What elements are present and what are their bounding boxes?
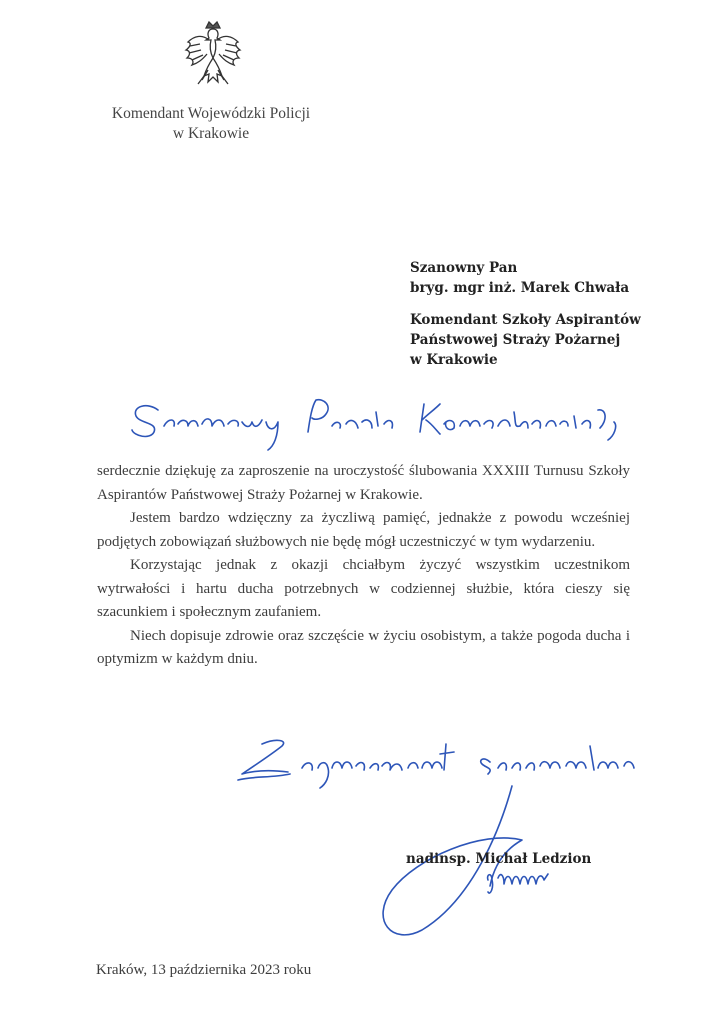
- recipient-title-line3: w Krakowie: [410, 352, 498, 368]
- recipient-greeting: Szanowny Pan: [410, 260, 518, 276]
- recipient-address: [410, 258, 641, 370]
- recipient-title-line1: Komendant Szkoły Aspirantów: [410, 312, 641, 328]
- white-eagle-emblem-icon: [182, 20, 244, 90]
- recipient-name: bryg. mgr inż. Marek Chwała: [410, 280, 630, 296]
- place-and-date: Kraków, 13 października 2023 roku: [96, 962, 312, 978]
- paragraph-1: serdecznie dziękuję za zaproszenie na uroczystość ślubowania XXXIII Turnusu Szkoły Aspirantów Państwowej Straży Pożarnej w Krakowie.: [97, 463, 630, 503]
- sender-title: Komendant Wojewódzki Policji: [111, 105, 311, 122]
- sender-block: [96, 104, 326, 144]
- letter-body: [97, 460, 630, 672]
- recipient-title-line2: Państwowej Straży Pożarnej: [410, 332, 621, 348]
- paragraph-4: Niech dopisuje zdrowie oraz szczęście w życiu osobistym, a także pogoda ducha i optymizm w każdym dniu.: [97, 627, 630, 667]
- signatory-name: nadinsp. Michał Ledzion: [406, 851, 592, 867]
- handwritten-salutation: [128, 392, 658, 454]
- sender-city: w Krakowie: [172, 125, 250, 142]
- paragraph-2: Jestem bardzo wdzięczny za życzliwą pamięć, jednakże z powodu wcześniej podjętych zobowiązań służbowych nie będę mógł uczestniczyć w tym wydarzeniu.: [97, 510, 630, 550]
- paragraph-3: Korzystając jednak z okazji chciałbym życzyć wszystkim uczestnikom wytrwałości i hartu ducha potrzebnych w codziennej służbie, która cieszy się szacunkiem i społecznym zaufaniem.: [97, 557, 630, 620]
